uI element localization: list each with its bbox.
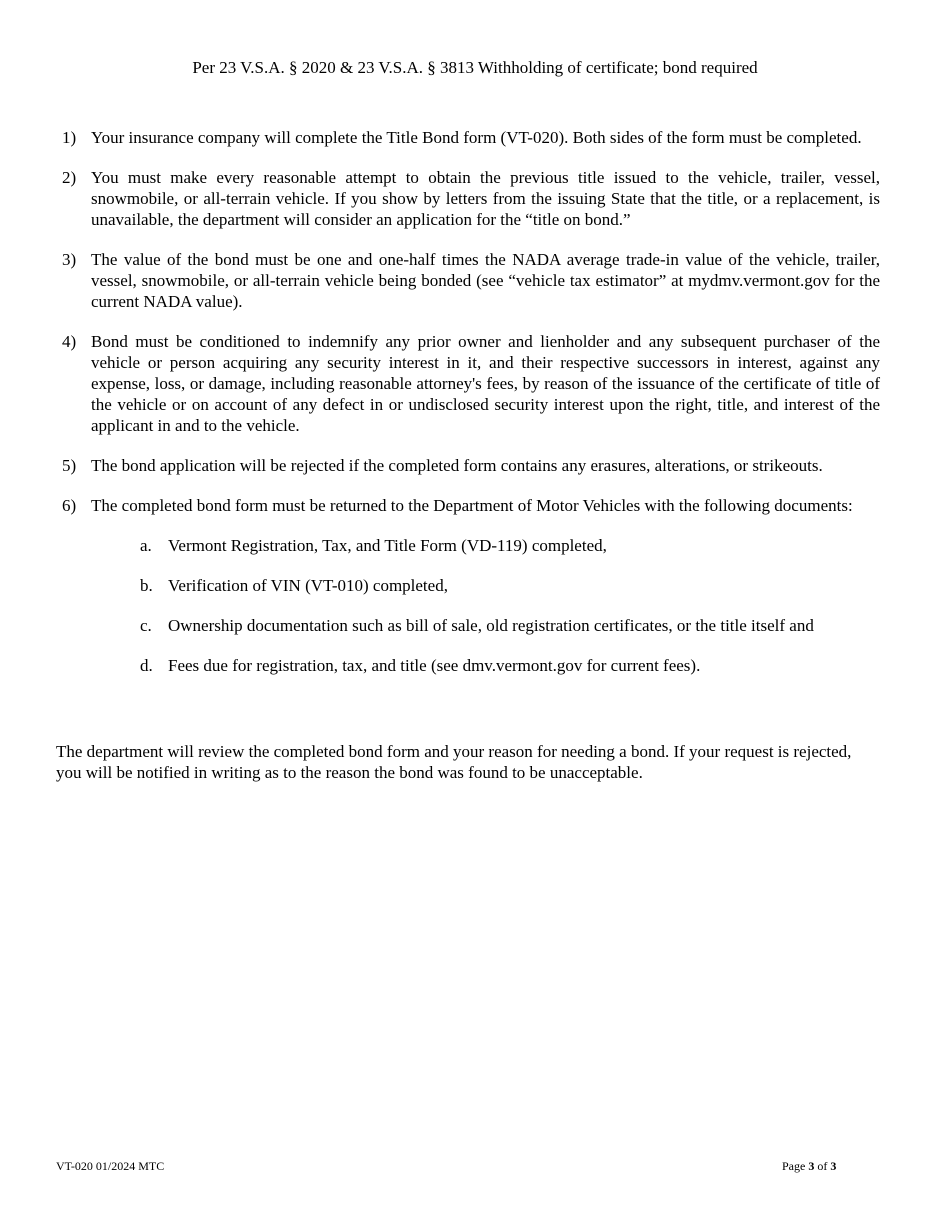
list-item	[56, 249, 880, 312]
list-item	[56, 167, 880, 230]
sublist-item	[91, 615, 880, 636]
page-total: 3	[830, 1159, 837, 1173]
item-number: 3)	[62, 250, 77, 269]
item-text: Bond must be conditioned to indemnify any prior owner and lienholder and any subsequent purchaser of the vehicle or person acquiring any security interest in it, and their respective successors in interest, against any expense, loss, or damage, including reasonable attorney's fees, by reason of the issuance of the certificate of title of the vehicle or on account of any defect in or undisclosed security interest upon the right, title, and interest of the applicant in and to the vehicle.	[91, 332, 880, 435]
item-number: 1)	[62, 128, 77, 147]
item-number: 6)	[62, 496, 77, 515]
page-of: of	[814, 1159, 831, 1173]
page-current: 3	[808, 1159, 815, 1173]
sublist-label: c.	[140, 616, 152, 635]
item-text: The value of the bond must be one and one-half times the NADA average trade-in value of the vehicle, trailer, vessel, snowmobile, or all-terrain vehicle being bonded (see “vehicle tax estimator” at mydmv.vermont.gov for the current NADA value).	[91, 250, 880, 311]
item-number: 5)	[62, 456, 77, 475]
sublist-text: Ownership documentation such as bill of sale, old registration certificates, or the title itself and	[168, 616, 814, 635]
sublist-text: Verification of VIN (VT-010) completed,	[168, 576, 448, 595]
page-number	[782, 1159, 836, 1173]
list-item	[56, 455, 880, 476]
sublist-label: d.	[140, 656, 153, 675]
form-identifier: VT-020 01/2024 MTC	[56, 1159, 165, 1173]
item-text: The completed bond form must be returned to the Department of Motor Vehicles with the following documents:	[91, 496, 853, 515]
list-item	[56, 495, 880, 676]
item-text: Your insurance company will complete the Title Bond form (VT-020). Both sides of the form must be completed.	[91, 128, 862, 147]
list-item	[56, 127, 880, 148]
sublist-label: a.	[140, 536, 152, 555]
list-item	[56, 331, 880, 436]
item-text: The bond application will be rejected if the completed form contains any erasures, alterations, or strikeouts.	[91, 456, 823, 475]
requirements-list	[56, 127, 880, 695]
item-number: 4)	[62, 332, 77, 351]
sublist-item	[91, 535, 880, 556]
sublist-label: b.	[140, 576, 153, 595]
closing-paragraph: The department will review the completed bond form and your reason for needing a bond. If your request is rejected, you will be notified in writing as to the reason the bond was found to be unacceptable.	[56, 742, 852, 782]
item-number: 2)	[62, 168, 77, 187]
page-header: Per 23 V.S.A. § 2020 & 23 V.S.A. § 3813 Withholding of certificate; bond required	[192, 58, 758, 77]
page-prefix: Page	[782, 1159, 809, 1173]
item-text: You must make every reasonable attempt to obtain the previous title issued to the vehicle, trailer, vessel, snowmobile, or all-terrain vehicle. If you show by letters from the issuing State that the title, or a replacement, is unavailable, the department will consider an application for the “title on bond.”	[91, 168, 880, 229]
sublist-item	[91, 575, 880, 596]
documents-sublist	[91, 535, 880, 676]
sublist-item	[91, 655, 880, 676]
sublist-text: Fees due for registration, tax, and title (see dmv.vermont.gov for current fees).	[168, 656, 701, 675]
sublist-text: Vermont Registration, Tax, and Title Form (VD-119) completed,	[168, 536, 607, 555]
